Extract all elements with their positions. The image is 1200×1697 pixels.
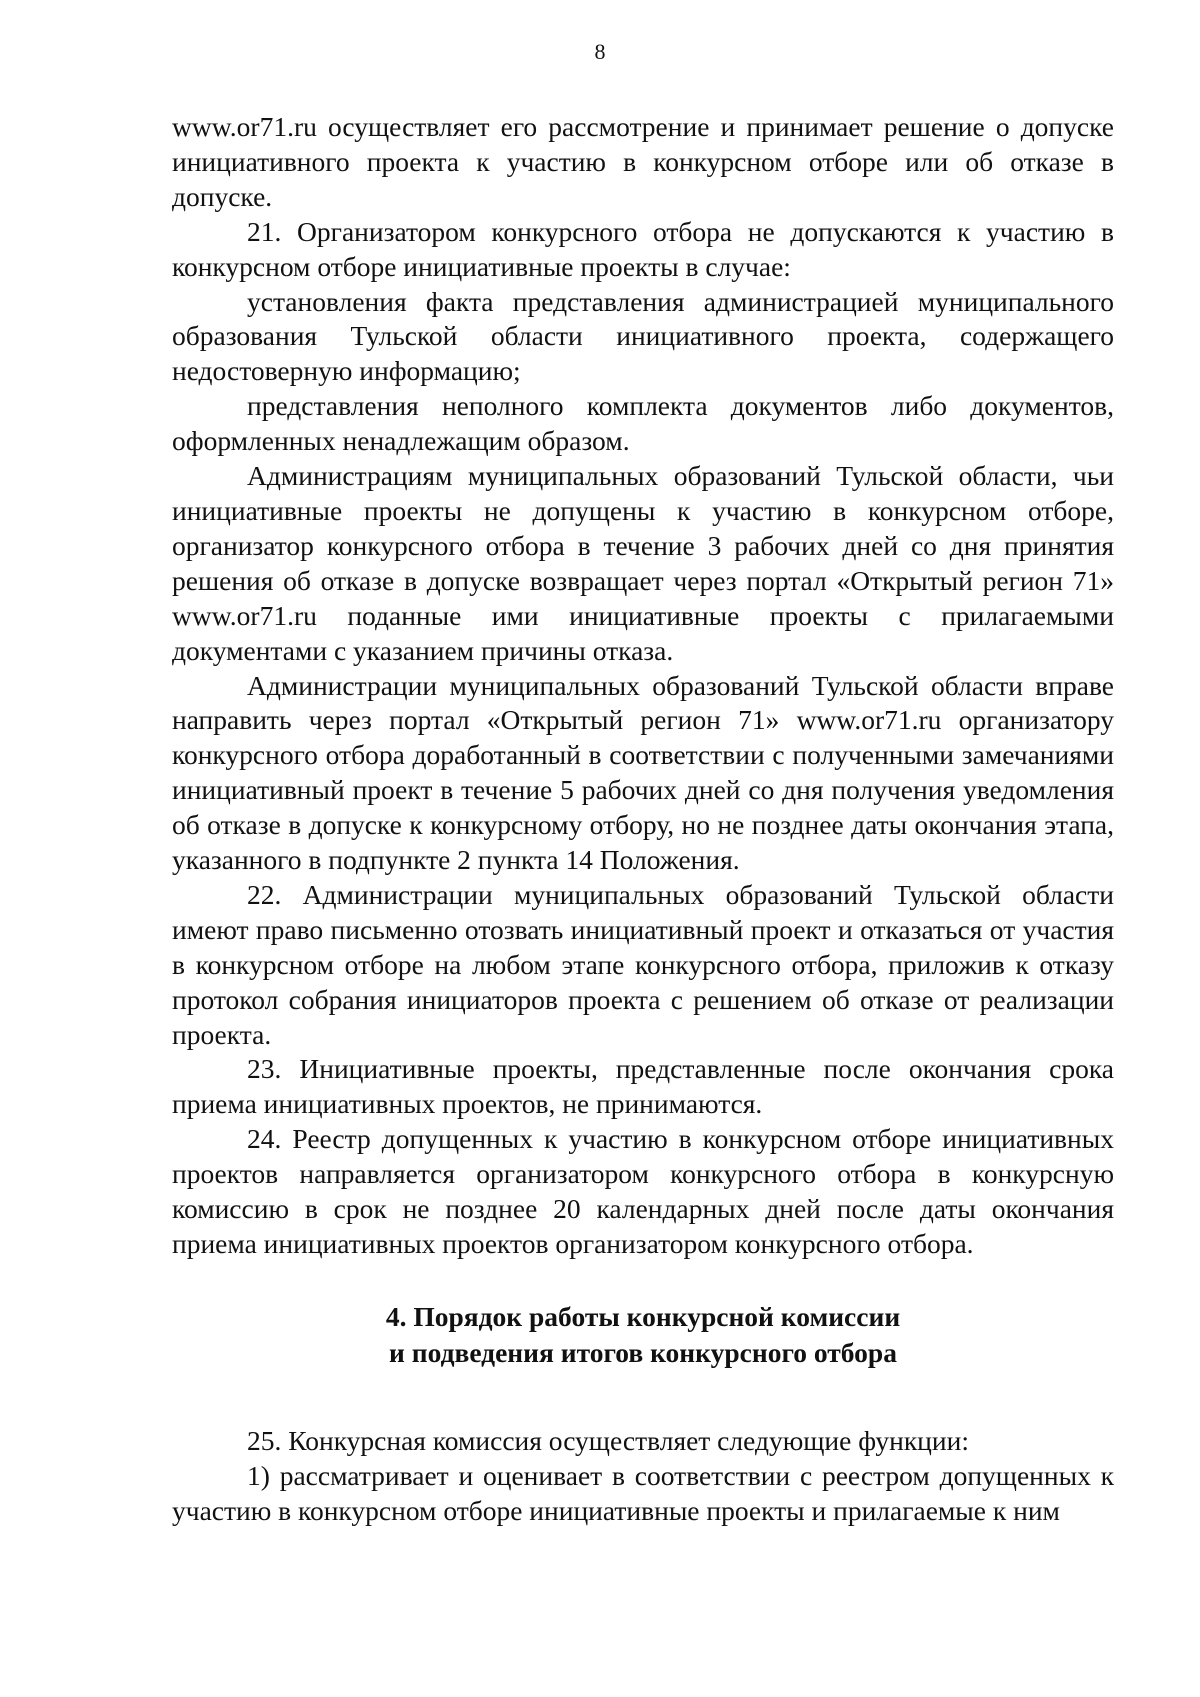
section-heading — [172, 1299, 1114, 1371]
paragraph-item-24: 24. Реестр допущенных к участию в конкурсном отборе инициативных проектов направляется организатором конкурсного отбора в конкурсную комиссию в срок не позднее 20 календарных дней после даты окончания приема инициативных проектов организатором конкурсного отбора. — [172, 1123, 1114, 1259]
paragraph-item-23: 23. Инициативные проекты, представленные после окончания срока приема инициативных проектов, не принимаются. — [172, 1053, 1114, 1120]
paragraph-case-false-info: установления факта представления администрацией муниципального образования Тульской области инициативного проекта, содержащего недостоверную информацию; — [172, 285, 1114, 387]
page-number: 8 — [594, 39, 606, 64]
document-body — [172, 110, 1114, 1529]
paragraph-rejection-return: Администрациям муниципальных образований Тульской области, чьи инициативные проекты не допущены к участию в конкурсном отборе, организатор конкурсного отбора в течение 3 рабочих дней со дня принятия решения об отказе в допуске возвращает через портал «Открытый регион 71» www.or71.ru поданные ими инициативные проекты с прилагаемыми документами с указанием причины отказа. — [172, 460, 1114, 666]
paragraph-case-incomplete-docs: представления неполного комплекта документов либо документов, оформленных ненадлежащим образом. — [172, 390, 1114, 457]
paragraph-item-21: 21. Организатором конкурсного отбора не допускаются к участию в конкурсном отборе инициативные проекты в случае: — [172, 215, 1114, 282]
paragraph-continuation: www.or71.ru осуществляет его рассмотрение и принимает решение о допуске инициативного проекта к участию в конкурсном отборе или об отказе в допуске. — [172, 111, 1114, 212]
paragraph-subitem-1: 1) рассматривает и оценивает в соответствии с реестром допущенных к участию в конкурсном отборе инициативные проекты и прилагаемые к ним — [172, 1459, 1114, 1526]
section-heading-line-2: и подведения итогов конкурсного отбора — [389, 1336, 897, 1368]
paragraph-item-22: 22. Администрации муниципальных образований Тульской области имеют право письменно отозвать инициативный проект и отказаться от участия в конкурсном отборе на любом этапе конкурсного отбора, приложив к отказу протокол собрания инициаторов проекта с решением об отказе от реализации проекта. — [172, 878, 1114, 1050]
paragraph-item-25: 25. Конкурсная комиссия осуществляет следующие функции: — [247, 1424, 969, 1456]
section-heading-line-1: 4. Порядок работы конкурсной комиссии — [385, 1300, 901, 1332]
paragraph-resubmission: Администрации муниципальных образований Тульской области вправе направить через портал «Открытый регион 71» www.or71.ru организатору конкурсного отбора доработанный в соответствии с полученными замечаниями инициативный проект в течение 5 рабочих дней со дня получения уведомления об отказе в допуске к конкурсному отбору, но не позднее даты окончания этапа, указанного в подпункте 2 пункта 14 Положения. — [172, 669, 1114, 876]
